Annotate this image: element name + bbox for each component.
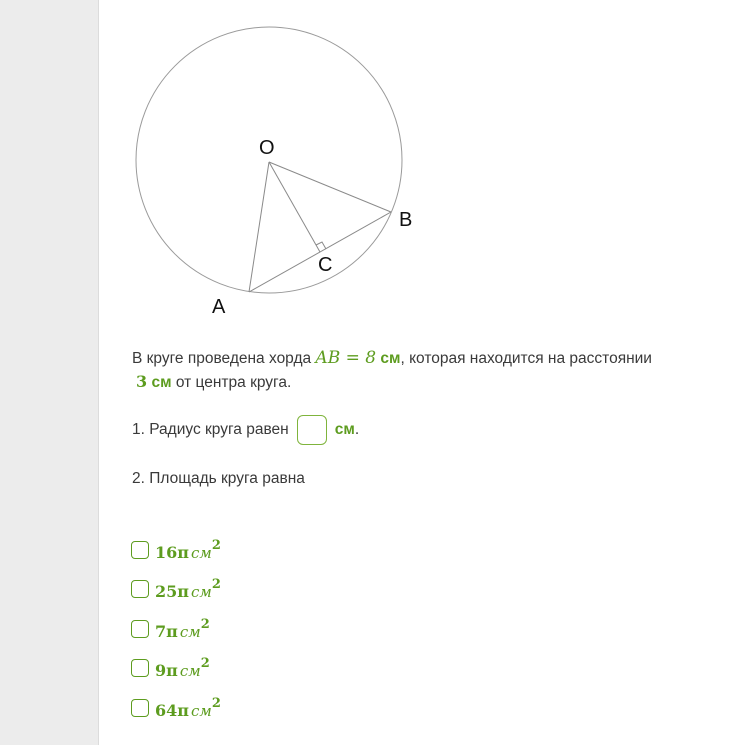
label-C: C xyxy=(318,254,333,276)
distance-value: 3 xyxy=(136,372,148,391)
label-A: A xyxy=(212,296,226,318)
checkbox[interactable] xyxy=(131,699,149,717)
option-64pi[interactable] xyxy=(131,688,221,728)
checkbox[interactable] xyxy=(131,541,149,559)
radius-answer-input[interactable] xyxy=(297,415,327,445)
question-radius-text: 1. Радиус круга равен xyxy=(132,421,289,438)
checkbox[interactable] xyxy=(131,620,149,638)
circle xyxy=(136,27,402,293)
chord-math: AB = 8 xyxy=(315,348,377,368)
option-16pi[interactable] xyxy=(131,530,221,570)
radius-unit: см xyxy=(334,421,355,438)
question-area: 2. Площадь круга равна xyxy=(132,470,305,487)
segment-OA xyxy=(249,162,269,292)
label-O: O xyxy=(259,137,275,159)
geometry-figure xyxy=(0,0,736,330)
segment-OB xyxy=(269,162,391,212)
option-9pi[interactable] xyxy=(131,649,221,689)
option-label: 16π $см^2$ xyxy=(155,537,221,562)
option-label: 9π $см^2$ xyxy=(155,656,210,681)
option-25pi[interactable] xyxy=(131,570,221,610)
option-7pi[interactable] xyxy=(131,609,221,649)
chord-unit: см xyxy=(376,350,401,367)
problem-text-middle: , которая находится на расстоянии xyxy=(400,350,652,367)
option-label: 7π $см^2$ xyxy=(155,616,210,641)
question-radius xyxy=(132,413,359,447)
checkbox[interactable] xyxy=(131,659,149,677)
problem-statement xyxy=(132,347,712,394)
distance-unit: см xyxy=(147,374,172,391)
label-B: B xyxy=(399,209,413,231)
problem-text-after: от центра круга. xyxy=(171,374,292,391)
chord-AB xyxy=(249,212,391,292)
checkbox[interactable] xyxy=(131,580,149,598)
option-label: 64π $см^2$ xyxy=(155,695,221,720)
radius-dot: . xyxy=(354,421,360,438)
area-options xyxy=(131,530,221,728)
problem-text-before: В круге проведена хорда xyxy=(132,350,316,367)
segment-OC xyxy=(269,162,320,252)
option-label: 25π $см^2$ xyxy=(155,577,221,602)
